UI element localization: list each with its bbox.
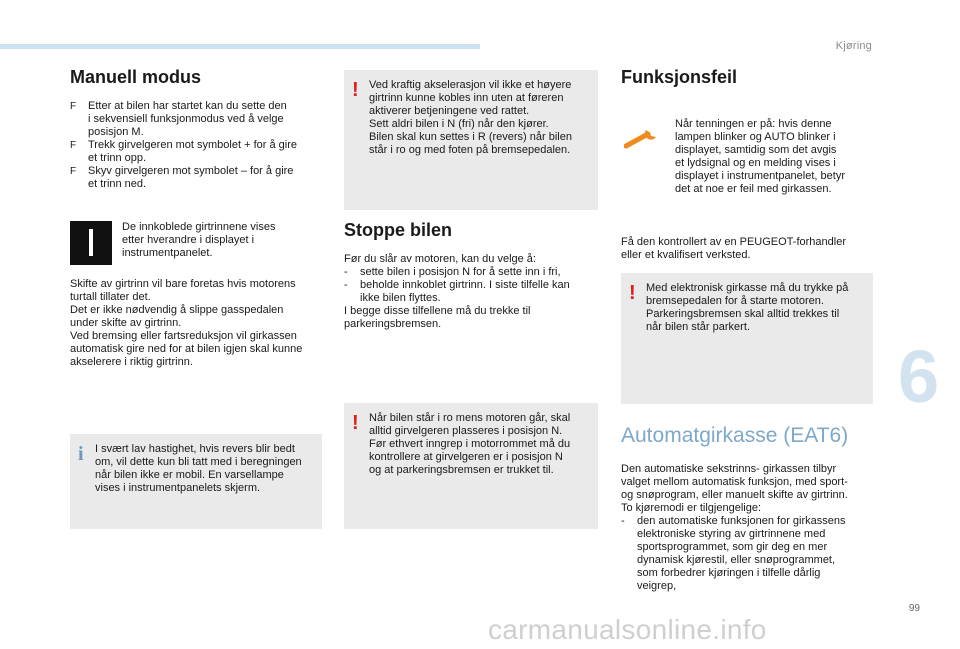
manual-mode-body: Skifte av girtrinn vil bare foretas hvis motorens turtall tillater det. Det er ikke nødvendig å slippe gasspedalen under skifte av girtrinn. Ved bremsing eller fartsreduksjon vil girkassen automatisk gire ned for at bilen igjen skal kunne akselerere i riktig girtrinn. [70,278,303,368]
stop-intro: Før du slår av motoren, kan du velge å: [344,253,536,265]
fault-check-text: Få den kontrollert av en PEUGEOT-forhandler eller et kvalifisert verksted. [621,236,846,261]
warning-icon: ! [352,412,359,434]
header-bar [0,44,480,49]
warning-icon: ! [352,79,359,101]
automatic-section [621,423,881,593]
warning-box [621,273,873,404]
info-box [70,434,322,529]
list-item: - beholde innkoblet girtrinn. I siste tilfelle kan ikke bilen flyttes. [344,279,570,304]
manual-mode-steps [70,100,330,191]
gear-digit-icon [89,229,93,256]
warning-box-text: Med elektronisk girkasse må du trykke på bremsepedalen for å starte motoren. Parkeringsbremsen skal alltid trekkes til når bilen står parkert. [646,282,849,333]
warning-box-text: Når bilen står i ro mens motoren går, skal alltid girvelgeren plasseres i posisjon N. Før ethvert inngrep i motorrommet må du kontrollere at girvelgeren er i posisjon N og at parkeringsbremsen er trukket til. [369,412,571,476]
bullet-marker-icon: F [70,166,77,177]
page-number: 99 [908,603,920,614]
list-item: F Skyv girvelgeren mot symbolet – for å gire et trinn ned. [70,165,294,190]
warning-icon: ! [629,282,636,304]
stop-options [344,266,598,305]
manual-mode-section [70,66,330,191]
wrench-icon [624,127,660,149]
gear-display-icon [70,221,112,265]
stop-outro: I begge disse tilfellene må du trekke til parkeringsbremsen. [344,305,531,330]
gear-note: De innkoblede girtrinnene vises etter hverandre i displayet i instrumentpanelet. [122,221,276,259]
automatic-title: Automatgirkasse (EAT6) [621,424,849,447]
chapter-title: Kjøring [835,40,872,52]
bullet-marker-icon: F [70,101,77,112]
bullet-marker-icon: F [70,140,77,151]
info-box-text: I svært lav hastighet, hvis revers blir bedt om, vil dette kun bli tatt med i beregningen når bilen ikke er mobil. En varsellampe vises i instrumentpanelets skjerm. [95,443,302,494]
manual-mode-title: Manuell modus [70,67,202,87]
warning-box-text: Ved kraftig akselerasjon vil ikke et høyere girtrinn kunne kobles inn uten at føreren aktiverer betjeningene ved rattet. Sett aldri bilen i N (fri) når den kjører. Bilen skal kun settes i R (revers) når bilen står i ro og med foten på bremsepedalen. [369,79,572,156]
list-item: F Trekk girvelgeren mot symbolet + for å gire et trinn opp. [70,139,297,164]
list-item: - sette bilen i posisjon N for å sette inn i fri, [344,266,561,278]
warning-box [344,403,598,529]
stop-section [344,219,598,331]
fault-section [621,66,881,88]
list-item: F Etter at bilen har startet kan du sette den i sekvensiell funksjonmodus ved å velge posisjon M. [70,100,287,138]
chapter-number: 6 [898,335,940,418]
stop-title: Stoppe bilen [344,220,452,240]
info-icon: i [78,443,84,465]
automatic-intro: Den automatiske sekstrinns- girkassen tilbyr valget mellom automatisk funksjon, med sport- og snøprogram, eller manuelt skifte av girtrinn. To kjøremodi er tilgjengelige: [621,463,848,514]
automatic-modes [621,515,881,593]
watermark: carmanualsonline.info [488,614,767,645]
fault-text: Når tenningen er på: hvis denne lampen blinker og AUTO blinker i displayet, samtidig som det avgis et lydsignal og en melding vises i displayet i instrumentpanelet, betyr det at noe er feil med girkassen. [675,118,845,195]
fault-title: Funksjonsfeil [621,67,738,87]
warning-box [344,70,598,210]
list-item: - den automatiske funksjonen for girkassens elektroniske styring av girtrinnene med sportsprogrammet, som gir deg en mer dynamisk kjørestil, eller snøprogrammet, som forbedrer kjøringen i tilfelle dårlig veigrep, [621,515,846,592]
